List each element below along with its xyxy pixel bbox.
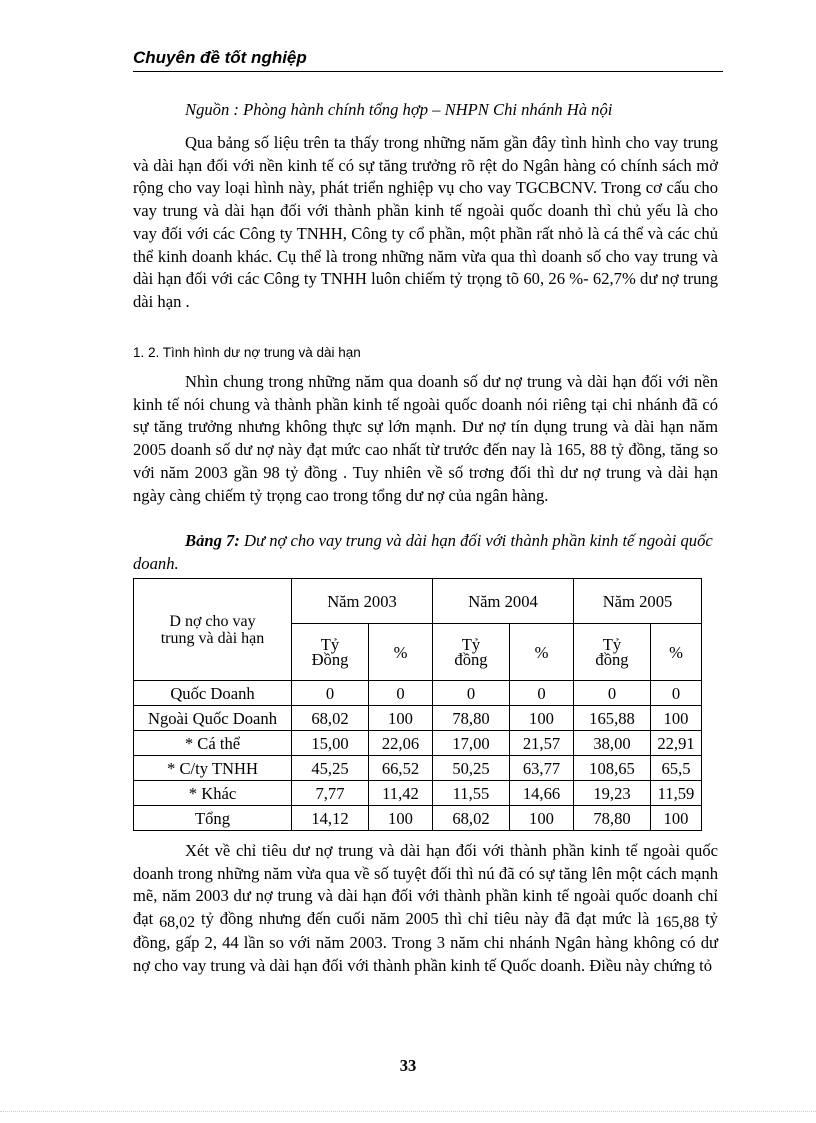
table-cell: 22,06: [369, 731, 433, 756]
table-cell: 22,91: [651, 731, 702, 756]
row-header-line-1: D nợ cho vay: [169, 612, 256, 630]
unit-cell: [433, 624, 510, 681]
debt-table: [133, 578, 702, 831]
source-note: Nguồn : Phòng hành chính tổng hợp – NHPN Chi nhánh Hà nội: [185, 100, 613, 119]
table-cell: 100: [651, 806, 702, 831]
table-cell: 14,12: [292, 806, 369, 831]
page-bottom-rule: [0, 1111, 816, 1112]
table-cell: 68,02: [433, 806, 510, 831]
unit-line-1: Tỷ: [320, 634, 340, 654]
paragraph-3: [133, 840, 718, 977]
paragraph-3-part-c: tỷ đồng, gấp 2, 44 lần so với năm 2003. Trong 3 năm chi nhánh Ngân hàng không có dư nợ cho vay trung và dài hạn đối với thành phần kinh tế Quốc doanh. Điều này chứng tỏ: [133, 909, 718, 975]
row-label: * Cá thể: [134, 731, 292, 756]
table-cell: 0: [510, 681, 574, 706]
section-heading: 1. 2. Tình hình dư nợ trung và dài hạn: [133, 345, 361, 360]
row-label: Tổng: [134, 806, 292, 831]
year-header: Năm 2004: [433, 579, 574, 624]
table-row: [134, 706, 702, 731]
table-cell: 0: [651, 681, 702, 706]
table-cell: 38,00: [574, 731, 651, 756]
pct-cell: %: [369, 624, 433, 681]
table-caption-label: Bảng 7:: [185, 531, 240, 550]
table-cell: 19,23: [574, 781, 651, 806]
table-cell: 0: [433, 681, 510, 706]
table-cell: 21,57: [510, 731, 574, 756]
table-row: [134, 731, 702, 756]
paragraph-3-part-a: Xét về chỉ tiêu dư nợ trung và dài hạn đối với thành phần kinh tế ngoài quốc doanh trong những năm vừa qua về số tuyệt đối thì nú đã có sự tăng lên một cách mạnh mẽ, năm 2003 dư nợ trung và dài hạn đối với thành phần kinh tế ngoài quốc doanh chỉ đạt: [133, 841, 718, 929]
table-caption-text: Dư nợ cho vay trung và dài hạn đối với thành phần kinh tế ngoài quốc doanh.: [133, 531, 713, 573]
table-cell: 11,59: [651, 781, 702, 806]
table-cell: 45,25: [292, 756, 369, 781]
unit-cell: [574, 624, 651, 681]
unit-cell: [292, 624, 369, 681]
inline-value-2005: 165,88: [655, 914, 700, 932]
table-cell: 66,52: [369, 756, 433, 781]
header-rule: [133, 71, 723, 72]
table-cell: 100: [510, 706, 574, 731]
row-header-cell: [134, 579, 292, 681]
table-caption: [133, 530, 723, 575]
pct-cell: %: [651, 624, 702, 681]
table-cell: 165,88: [574, 706, 651, 731]
table-cell: 0: [369, 681, 433, 706]
row-label: * Khác: [134, 781, 292, 806]
table-cell: 11,55: [433, 781, 510, 806]
table-row: [134, 806, 702, 831]
table-cell: 15,00: [292, 731, 369, 756]
table-row: [134, 756, 702, 781]
table-cell: 17,00: [433, 731, 510, 756]
paragraph-1: Qua bảng số liệu trên ta thấy trong những năm gần đây tình hình cho vay trung và dài hạn đối với nền kinh tế có sự tăng trưởng rõ rệt do Ngân hàng có chính sách mở rộng cho vay loại hình này, phát triển nghiệp vụ cho vay TGCBCNV. Trong cơ cấu cho vay trung và dài hạn đối với thành phần kinh tế ngoài quốc doanh thì chủ yếu là cho vay đối với các Công ty TNHH, Công ty cổ phần, một phần rất nhỏ là cá thể và các chủ thể kinh doanh khác. Cụ thể là trong những năm vừa qua thì doanh số cho vay trung và dài hạn đối với các Công ty TNHH luôn chiếm tỷ trọng tõ 60, 26 %- 62,7% dư nợ trung dài hạn .: [133, 133, 718, 311]
row-label: Quốc Doanh: [134, 681, 292, 706]
paragraph-3-part-b: tỷ đồng nhưng đến cuối năm 2005 thì chỉ tiêu này đã đạt mức là: [201, 909, 650, 929]
table-cell: 7,77: [292, 781, 369, 806]
unit-line-1: Tỷ: [461, 634, 481, 654]
inline-value-2003: 68,02: [159, 914, 196, 932]
paragraph-2: Nhìn chung trong những năm qua doanh số dư nợ trung và dài hạn đối với nền kinh tế nói chung và thành phần kinh tế ngoài quốc doanh nói riêng tại chi nhánh đã có sự tăng trưởng nhưng không thực sự lớn mạnh. Dư nợ tín dụng trung và dài hạn năm 2005 doanh số dư nợ này đạt mức cao nhất từ trước đến nay là 165, 88 tỷ đồng, tăng so với năm 2003 gần 98 tỷ đồng . Tuy nhiên về số trơng đối thì dư nợ trung và dài hạn ngày càng chiếm tỷ trọng cao trong tổng dư nợ của ngân hàng.: [133, 372, 718, 505]
pct-cell: %: [510, 624, 574, 681]
table-row: [134, 681, 702, 706]
table-row: [134, 781, 702, 806]
table-cell: 68,02: [292, 706, 369, 731]
row-header-line-2: trung và dài hạn: [160, 629, 265, 647]
table-cell: 65,5: [651, 756, 702, 781]
year-header: Năm 2005: [574, 579, 702, 624]
unit-line-2: đồng: [595, 649, 629, 669]
table-cell: 63,77: [510, 756, 574, 781]
page-number: 33: [399, 1056, 417, 1075]
table-cell: 78,80: [433, 706, 510, 731]
unit-line-2: đồng: [454, 649, 488, 669]
table-cell: 0: [574, 681, 651, 706]
table-cell: 50,25: [433, 756, 510, 781]
unit-line-2: Đồng: [311, 649, 349, 669]
unit-line-1: Tỷ: [602, 634, 622, 654]
table-header-years: [134, 579, 702, 624]
table-cell: 78,80: [574, 806, 651, 831]
year-header: Năm 2003: [292, 579, 433, 624]
table-cell: 14,66: [510, 781, 574, 806]
table-cell: 11,42: [369, 781, 433, 806]
table-cell: 100: [369, 806, 433, 831]
table-cell: 100: [510, 806, 574, 831]
table-cell: 100: [369, 706, 433, 731]
table-cell: 108,65: [574, 756, 651, 781]
table-cell: 100: [651, 706, 702, 731]
table-cell: 0: [292, 681, 369, 706]
page-header-title: Chuyên đề tốt nghiệp: [133, 48, 307, 67]
row-label: Ngoài Quốc Doanh: [134, 706, 292, 731]
row-label: * C/ty TNHH: [134, 756, 292, 781]
